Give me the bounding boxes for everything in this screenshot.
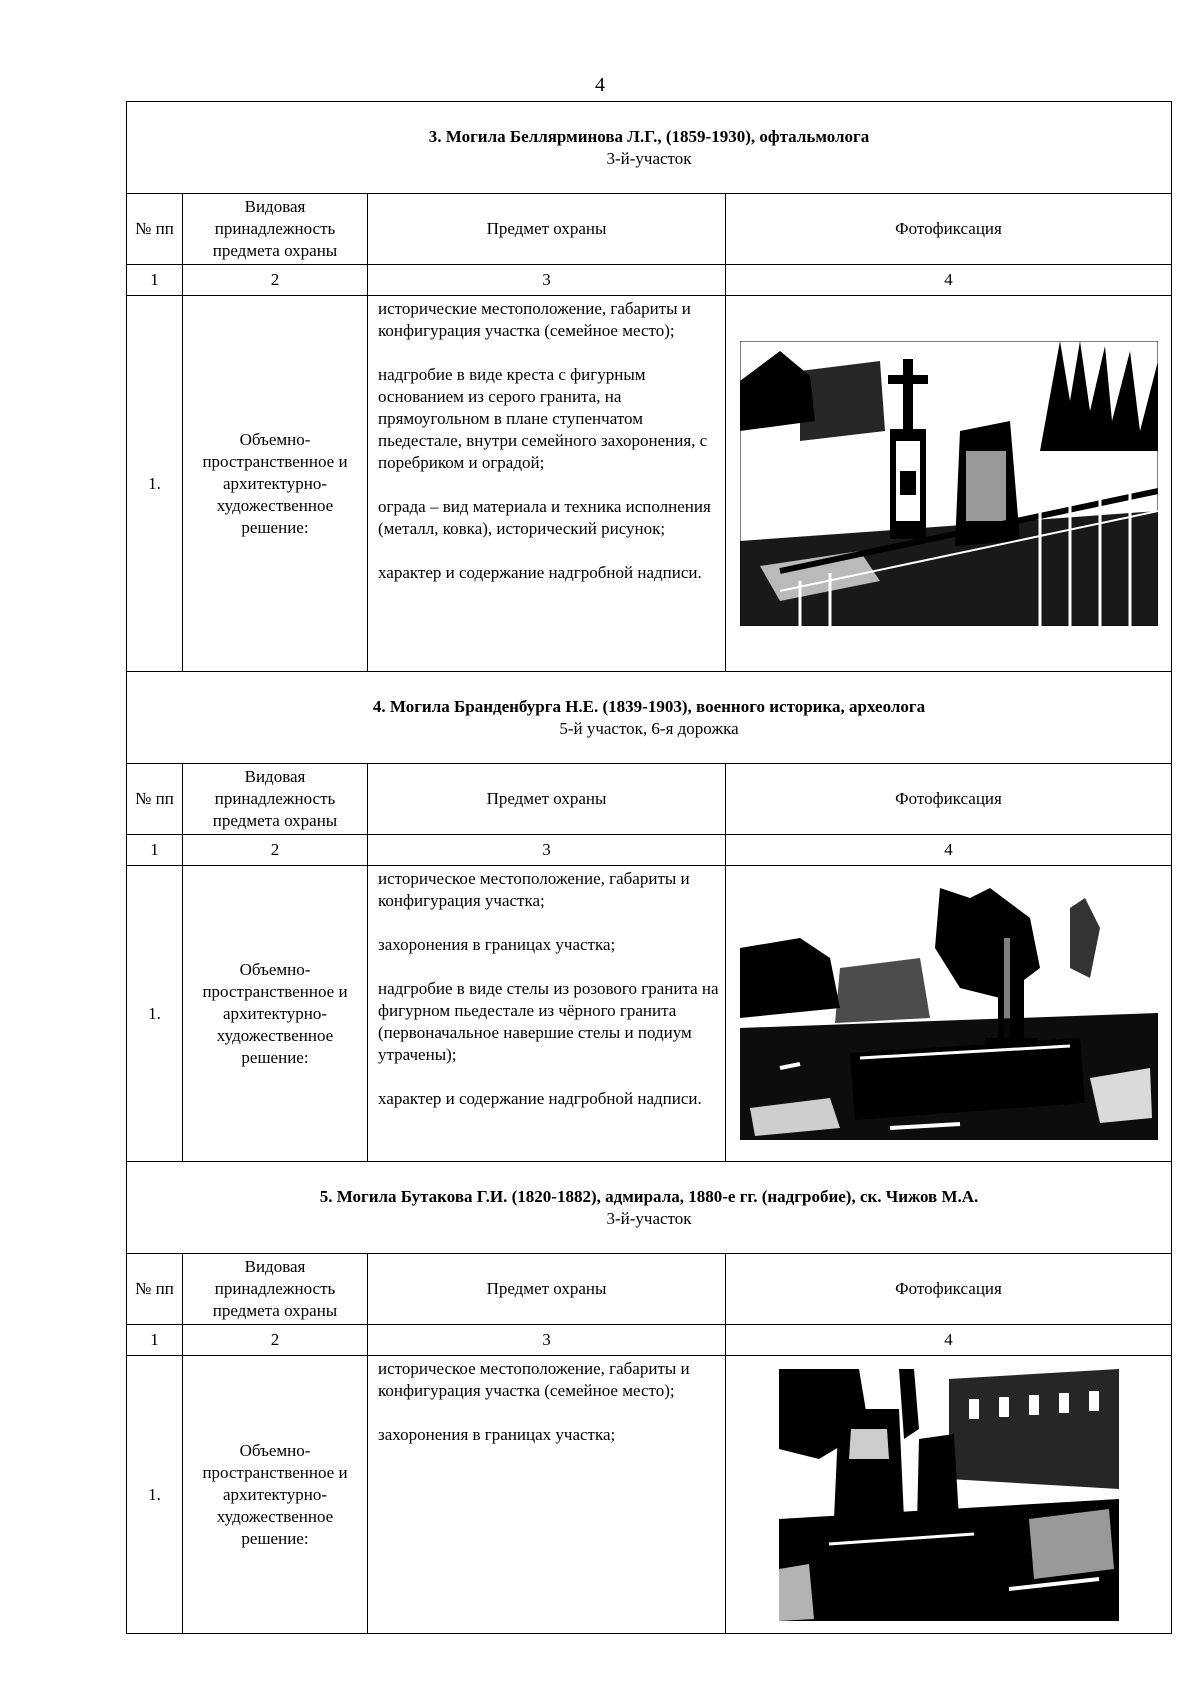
subject-paragraph: ограда – вид материала и техника исполнения (металл, ковка), исторический рисунок; bbox=[378, 497, 711, 538]
header-num: № пп bbox=[127, 1254, 183, 1325]
section-subtitle: 3-й-участок bbox=[606, 1208, 692, 1228]
grave-photo bbox=[740, 888, 1158, 1140]
subject-paragraph: характер и содержание надгробной надписи. bbox=[378, 563, 702, 582]
header-type: Видовая принадлежность предмета охраны bbox=[183, 194, 368, 265]
table-row bbox=[127, 1356, 1172, 1634]
header-subject: Предмет охраны bbox=[368, 1254, 726, 1325]
header-photo: Фотофиксация bbox=[726, 1254, 1172, 1325]
row-number: 1. bbox=[127, 296, 183, 672]
column-number: 2 bbox=[183, 835, 368, 866]
protection-table bbox=[126, 101, 1172, 1634]
column-number: 4 bbox=[726, 1325, 1172, 1356]
column-number: 3 bbox=[368, 265, 726, 296]
subject-paragraph: исторические местоположение, габариты и конфигурация участка (семейное место); bbox=[378, 299, 691, 340]
section-subtitle: 5-й участок, 6-я дорожка bbox=[559, 718, 739, 738]
row-type: Объемно-пространственное и архитектурно-художественное решение: bbox=[183, 866, 368, 1162]
column-number: 3 bbox=[368, 1325, 726, 1356]
column-number: 2 bbox=[183, 265, 368, 296]
section-title-row bbox=[127, 102, 1172, 194]
section-title-row bbox=[127, 1162, 1172, 1254]
subject-paragraph: историческое местоположение, габариты и конфигурация участка; bbox=[378, 869, 690, 910]
column-number: 1 bbox=[127, 1325, 183, 1356]
row-subject bbox=[368, 296, 726, 672]
header-photo: Фотофиксация bbox=[726, 194, 1172, 265]
row-type: Объемно-пространственное и архитектурно-художественное решение: bbox=[183, 1356, 368, 1634]
header-type: Видовая принадлежность предмета охраны bbox=[183, 764, 368, 835]
section-title bbox=[127, 102, 1172, 194]
column-number-row bbox=[127, 835, 1172, 866]
table-row bbox=[127, 866, 1172, 1162]
subject-paragraph: захоронения в границах участка; bbox=[378, 1425, 616, 1444]
row-subject bbox=[368, 866, 726, 1162]
page-number: 4 bbox=[595, 74, 605, 96]
section-title-row bbox=[127, 672, 1172, 764]
column-number: 2 bbox=[183, 1325, 368, 1356]
header-photo: Фотофиксация bbox=[726, 764, 1172, 835]
section-title-text: 5. Могила Бутакова Г.И. (1820-1882), адмирала, 1880-е гг. (надгробие), ск. Чижов М.А. bbox=[319, 1186, 979, 1206]
header-num: № пп bbox=[127, 194, 183, 265]
column-number: 4 bbox=[726, 265, 1172, 296]
section-title bbox=[127, 1162, 1172, 1254]
column-number: 1 bbox=[127, 835, 183, 866]
subject-paragraph: захоронения в границах участка; bbox=[378, 935, 616, 954]
subject-paragraph: характер и содержание надгробной надписи. bbox=[378, 1089, 702, 1108]
row-type: Объемно-пространственное и архитектурно-художественное решение: bbox=[183, 296, 368, 672]
section-title bbox=[127, 672, 1172, 764]
subject-paragraph: надгробие в виде стелы из розового гранита на фигурном пьедестале из чёрного гранита (первоначальное навершие стелы и подиум утрачены); bbox=[378, 979, 719, 1064]
photo-cell bbox=[726, 866, 1172, 1162]
grave-photo bbox=[740, 341, 1158, 626]
header-num: № пп bbox=[127, 764, 183, 835]
table-row bbox=[127, 296, 1172, 672]
subject-paragraph: надгробие в виде креста с фигурным основанием из серого гранита, на прямоугольном в плане ступенчатом пьедестале, внутри семейного захоронения, с поребриком и оградой; bbox=[378, 365, 708, 472]
section-title-text: 4. Могила Бранденбурга Н.Е. (1839-1903), военного историка, археолога bbox=[372, 696, 926, 716]
row-number: 1. bbox=[127, 866, 183, 1162]
photo-cell bbox=[726, 296, 1172, 672]
table-header-row bbox=[127, 764, 1172, 835]
column-number: 4 bbox=[726, 835, 1172, 866]
subject-paragraph: историческое местоположение, габариты и конфигурация участка (семейное место); bbox=[378, 1359, 690, 1400]
grave-photo bbox=[779, 1369, 1119, 1621]
column-number: 3 bbox=[368, 835, 726, 866]
header-type: Видовая принадлежность предмета охраны bbox=[183, 1254, 368, 1325]
row-subject bbox=[368, 1356, 726, 1634]
header-subject: Предмет охраны bbox=[368, 764, 726, 835]
section-title-text: 3. Могила Беллярминова Л.Г., (1859-1930), офтальмолога bbox=[428, 126, 870, 146]
header-subject: Предмет охраны bbox=[368, 194, 726, 265]
column-number-row bbox=[127, 1325, 1172, 1356]
table-header-row bbox=[127, 194, 1172, 265]
column-number: 1 bbox=[127, 265, 183, 296]
table-header-row bbox=[127, 1254, 1172, 1325]
row-number: 1. bbox=[127, 1356, 183, 1634]
column-number-row bbox=[127, 265, 1172, 296]
photo-cell bbox=[726, 1356, 1172, 1634]
section-subtitle: 3-й-участок bbox=[606, 148, 692, 168]
